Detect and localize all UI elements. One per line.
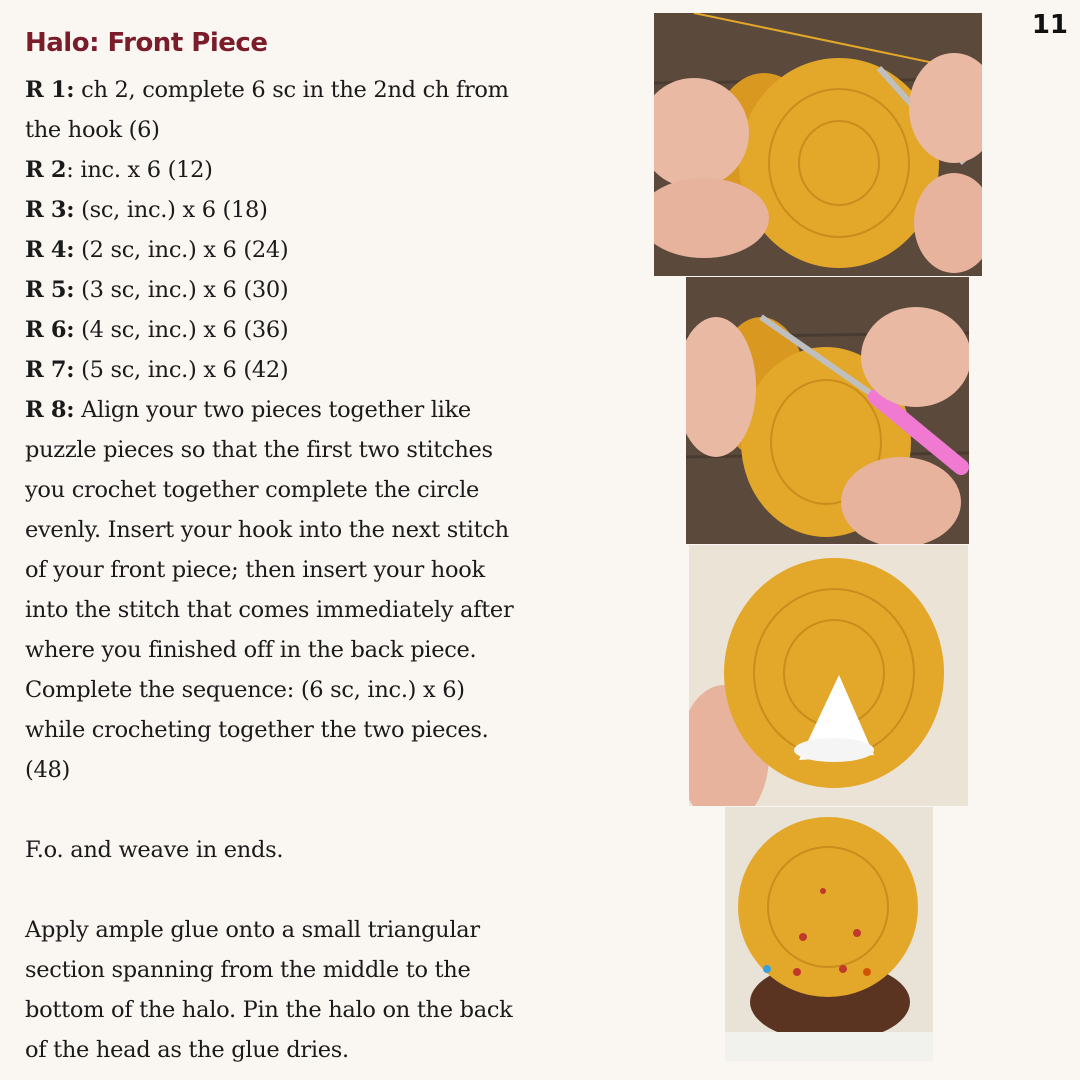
- photo-crochet-two-pieces: [654, 13, 982, 276]
- row-text: F.o. and weave in ends.: [25, 837, 284, 863]
- instruction-line: [25, 70, 545, 110]
- instruction-line: [25, 990, 545, 1030]
- instruction-line: [25, 470, 545, 510]
- row-text: section spanning from the middle to the: [25, 957, 471, 983]
- row-label: R 4:: [25, 237, 75, 263]
- photo-halo-pinned-on-head: [725, 807, 933, 1061]
- row-text: ch 2, complete 6 sc in the 2nd ch from: [74, 77, 509, 103]
- row-text: where you finished off in the back piece.: [25, 637, 477, 663]
- instruction-lines: [25, 70, 545, 1070]
- instruction-line: [25, 110, 545, 150]
- row-label: R 7:: [25, 357, 75, 383]
- row-text: (2 sc, inc.) x 6 (24): [74, 237, 289, 263]
- photo-joining-pieces: [686, 277, 969, 544]
- row-label: R 5:: [25, 277, 75, 303]
- row-text: Complete the sequence: (6 sc, inc.) x 6): [25, 677, 465, 703]
- instruction-line: [25, 750, 545, 790]
- row-text: (4 sc, inc.) x 6 (36): [74, 317, 289, 343]
- instruction-line: [25, 830, 545, 870]
- instruction-line: [25, 590, 545, 630]
- instruction-line: [25, 510, 545, 550]
- row-label: R 8:: [25, 397, 75, 423]
- row-text: evenly. Insert your hook into the next stitch: [25, 517, 509, 543]
- row-text: puzzle pieces so that the first two stitches: [25, 437, 493, 463]
- row-text: the hook (6): [25, 117, 160, 143]
- row-text: (48): [25, 757, 70, 783]
- instruction-line: [25, 270, 545, 310]
- row-text: into the stitch that comes immediately after: [25, 597, 514, 623]
- photo-halo-with-glue: [689, 545, 968, 806]
- instruction-line: [25, 550, 545, 590]
- instruction-line: [25, 350, 545, 390]
- pattern-text: [25, 24, 545, 1070]
- instruction-line: [25, 910, 545, 950]
- instruction-line: [25, 310, 545, 350]
- row-label: R 2: [25, 157, 67, 183]
- row-text: bottom of the halo. Pin the halo on the back: [25, 997, 513, 1023]
- row-text: of the head as the glue dries.: [25, 1037, 349, 1063]
- row-text: (5 sc, inc.) x 6 (42): [74, 357, 289, 383]
- page-number: 11: [1031, 10, 1068, 40]
- instruction-line: [25, 950, 545, 990]
- instruction-line: [25, 630, 545, 670]
- row-text: Align your two pieces together like: [74, 397, 471, 423]
- row-label: R 3:: [25, 197, 75, 223]
- instruction-line: [25, 230, 545, 270]
- instruction-line: [25, 150, 545, 190]
- row-text: Apply ample glue onto a small triangular: [25, 917, 480, 943]
- instruction-line: [25, 190, 545, 230]
- row-text: (3 sc, inc.) x 6 (30): [74, 277, 289, 303]
- row-text: while crocheting together the two pieces.: [25, 717, 489, 743]
- row-text: you crochet together complete the circle: [25, 477, 480, 503]
- row-text: : inc. x 6 (12): [66, 157, 213, 183]
- row-text: (sc, inc.) x 6 (18): [74, 197, 268, 223]
- row-text: of your front piece; then insert your hook: [25, 557, 485, 583]
- instruction-line: [25, 670, 545, 710]
- instruction-line: [25, 430, 545, 470]
- instruction-line: [25, 390, 545, 430]
- spacer: [25, 790, 545, 830]
- row-label: R 1:: [25, 77, 75, 103]
- instruction-line: [25, 1030, 545, 1070]
- instruction-line: [25, 710, 545, 750]
- page-title: Halo: Front Piece: [25, 28, 268, 58]
- spacer: [25, 870, 545, 910]
- row-label: R 6:: [25, 317, 75, 343]
